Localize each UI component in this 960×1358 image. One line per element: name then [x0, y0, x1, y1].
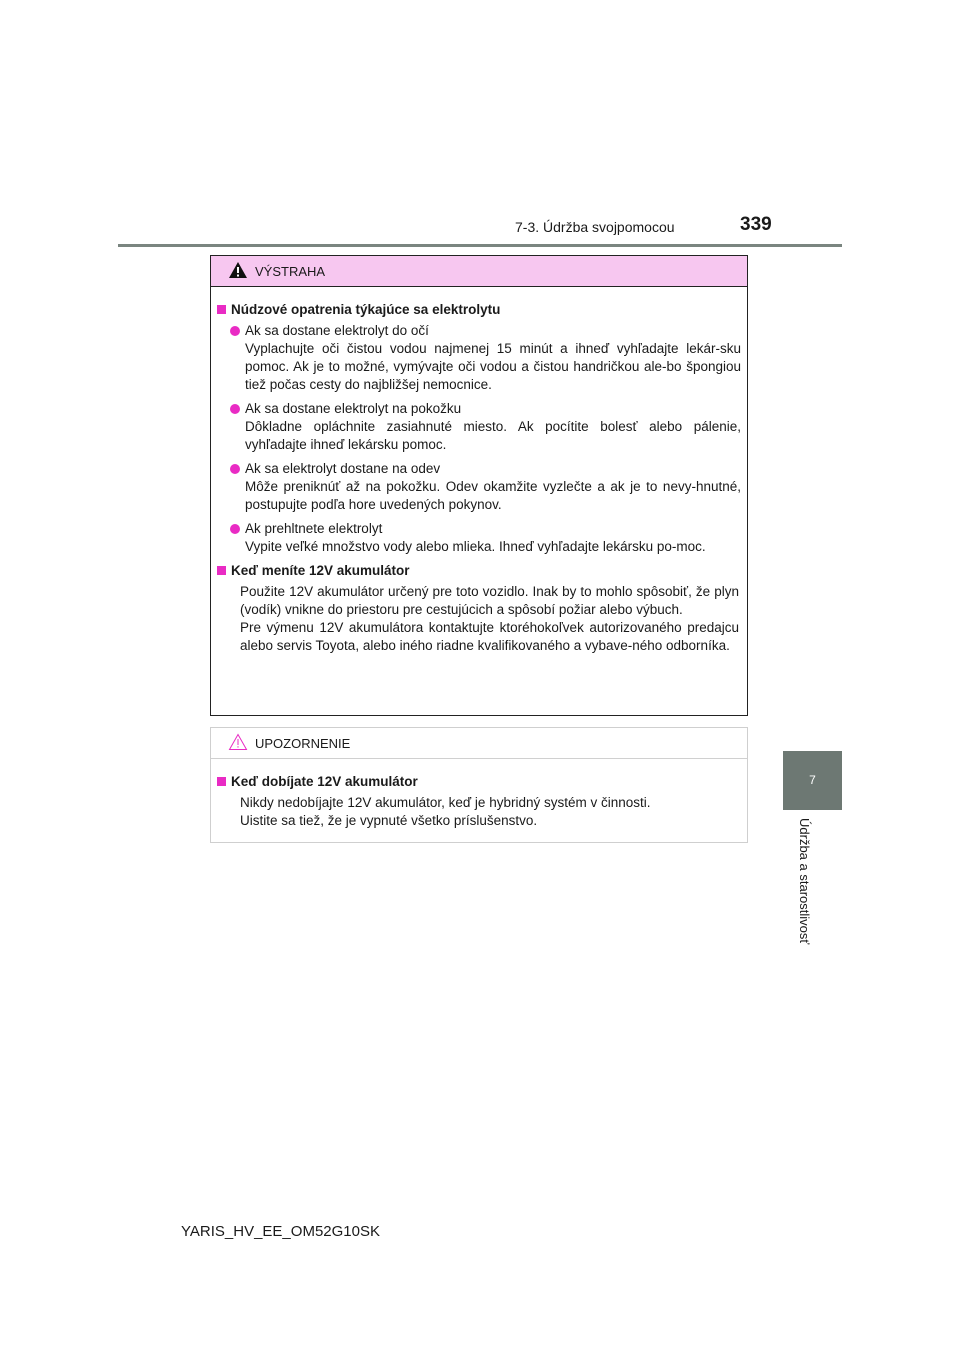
list-item-title: Ak sa elektrolyt dostane na odev: [245, 461, 441, 476]
list-item: [230, 460, 741, 514]
square-bullet-icon: [217, 777, 226, 786]
list-item-text: Vyplachujte oči čistou vodou najmenej 15 minút a ihneď vyhľadajte lekár-sku pomoc. Ak je to možné, vymývajte oči vodou a čistou handričkou ale-bo špongiou tiež počas cesty do najbližšej nemocnice.: [245, 341, 741, 392]
caution-triangle-outline-icon: [228, 733, 248, 751]
caution-heading: [217, 773, 741, 791]
chapter-title-vertical: Údržba a starostlivosť: [797, 818, 812, 945]
header-rule: [118, 244, 842, 247]
caution-box: [210, 727, 748, 843]
warning-triangle-icon: [228, 261, 248, 279]
warning-title: VÝSTRAHA: [255, 264, 326, 279]
round-bullet-icon: [230, 464, 240, 474]
list-item: [230, 400, 741, 454]
heading-text: Keď meníte 12V akumulátor: [231, 563, 410, 578]
heading-text: Keď dobíjate 12V akumulátor: [231, 774, 418, 789]
list-item-title: Ak prehltnete elektrolyt: [245, 521, 383, 536]
warning-heading-replacing-battery: [217, 562, 741, 580]
list-item: [230, 520, 741, 556]
warning-heading-electrolyte: [217, 301, 741, 319]
list-item-content: [245, 460, 741, 514]
list-item-title: Ak sa dostane elektrolyt do očí: [245, 323, 429, 338]
list-item-content: [245, 400, 741, 454]
warning-box: [210, 255, 748, 716]
square-bullet-icon: [217, 566, 226, 575]
replacing-battery-paragraph-1: Použite 12V akumulátor určený pre toto vozidlo. Inak by to mohlo spôsobiť, že plyn (vodík) vnikne do priestoru pre cestujúcich a spôsobí požiar alebo výbuch.: [240, 584, 739, 617]
list-item-text: Dôkladne opláchnite zasiahnuté miesto. Ak pocítite bolesť alebo pálenie, vyhľadajte ihneď lekársku pomoc.: [245, 419, 741, 452]
header-section-title: 7-3. Údržba svojpomocou: [515, 219, 675, 235]
warning-box-header: [211, 256, 747, 287]
list-item-title: Ak sa dostane elektrolyt na pokožku: [245, 401, 462, 416]
list-item-content: [245, 520, 741, 556]
caution-title: UPOZORNENIE: [255, 736, 351, 751]
list-item-text: Vypite veľké množstvo vody alebo mlieka. Ihneď vyhľadajte lekársku po-moc.: [245, 539, 706, 554]
warning-body: [211, 287, 747, 655]
page-number: 339: [740, 214, 772, 235]
list-item-text: Môže preniknúť až na pokožku. Odev okamžite vyzlečte a ak je to nevy-hnutné, postupujte podľa hore uvedených pokynov.: [245, 479, 741, 512]
caution-body: [211, 759, 747, 830]
heading-text: Núdzové opatrenia týkajúce sa elektrolytu: [231, 302, 501, 317]
round-bullet-icon: [230, 524, 240, 534]
square-bullet-icon: [217, 305, 226, 314]
list-item: [230, 322, 741, 394]
round-bullet-icon: [230, 326, 240, 336]
replacing-battery-paragraph-2: Pre výmenu 12V akumulátora kontaktujte ktoréhokoľvek autorizovaného predajcu alebo servis Toyota, alebo iného riadne kvalifikovaného a vybave-ného odborníka.: [240, 620, 739, 653]
caution-box-header: [211, 728, 747, 759]
document-code: YARIS_HV_EE_OM52G10SK: [181, 1223, 380, 1240]
chapter-number: 7: [809, 773, 816, 787]
round-bullet-icon: [230, 404, 240, 414]
caution-line-2: Uistite sa tiež, že je vypnuté všetko príslušenstvo.: [240, 813, 538, 828]
chapter-tab: [783, 751, 842, 810]
caution-line-1: Nikdy nedobíjajte 12V akumulátor, keď je hybridný systém v činnosti.: [240, 795, 651, 810]
list-item-content: [245, 322, 741, 394]
